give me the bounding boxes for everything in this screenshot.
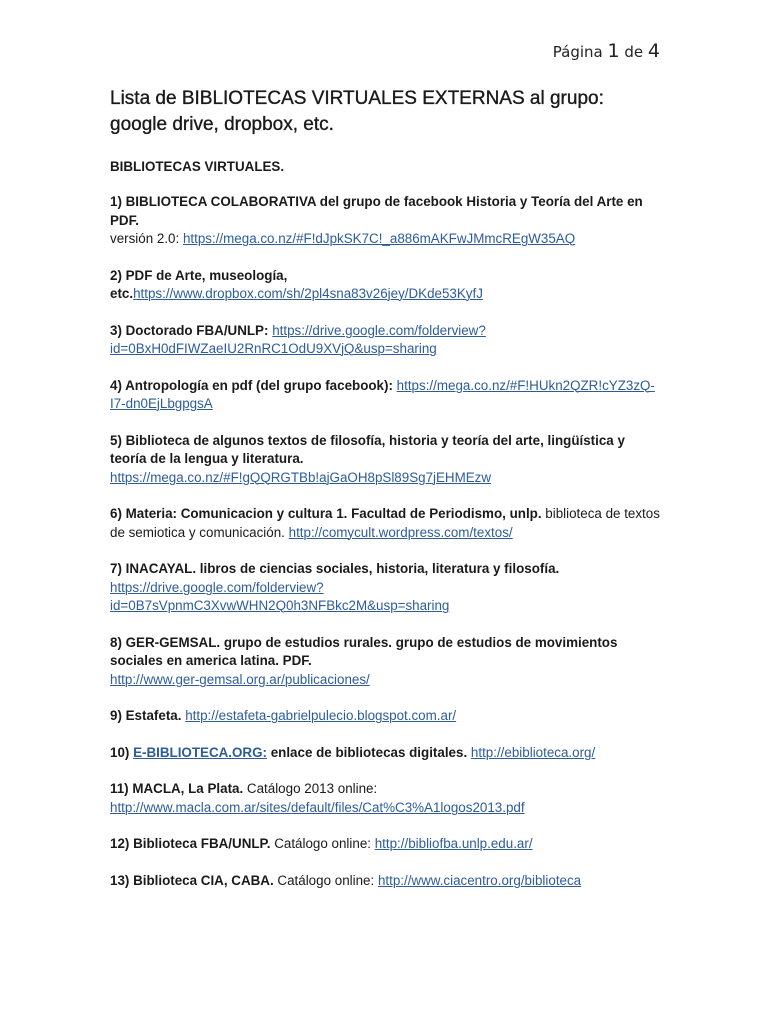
library-entry-9 — [110, 707, 662, 726]
entry-link[interactable]: http://estafeta-gabrielpulecio.blogspot.com.ar/ — [185, 708, 457, 723]
entry-link[interactable]: http://comycult.wordpress.com/textos/ — [288, 524, 513, 540]
entry-heading: 5) Biblioteca de algunos textos de filosofía, historia y teoría del arte, lingüística y teoría de la lengua y literatura. — [110, 432, 625, 466]
entry-link[interactable]: https://drive.google.com/folderview?id=0BxH0dFIWZaeIU2RnRC1OdU9XVjQ&usp=sharing — [110, 322, 486, 356]
library-entry-4 — [110, 377, 662, 414]
entry-text: versión 2.0: — [110, 231, 183, 246]
entry-link[interactable]: http://www.ger-gemsal.org.ar/publicaciones/ — [110, 671, 370, 687]
entry-link[interactable]: http://www.ciacentro.org/biblioteca — [377, 872, 582, 888]
library-entry-12 — [110, 835, 662, 854]
entry-number: 10) — [110, 744, 134, 760]
page-separator: de — [624, 43, 644, 61]
library-entry-13 — [110, 872, 662, 891]
entry-link[interactable]: https://mega.co.nz/#F!dJpkSK7C!_a886mAKFwJMmcREgW35AQ — [182, 231, 576, 246]
total-pages: 4 — [647, 40, 660, 62]
entry-link[interactable]: https://mega.co.nz/#F!gQQRGTBb!ajGaOH8pSl89Sg7jEHMEzw — [110, 469, 492, 485]
library-entry-11 — [110, 780, 662, 817]
ebiblioteca-link[interactable]: E-BIBLIOTECA.ORG: — [133, 744, 267, 760]
entry-link[interactable]: https://mega.co.nz/#F!HUkn2QZR!cYZ3zQ-I7-dn0EjLbgpgsA — [110, 377, 655, 411]
entry-link[interactable]: http://ebiblioteca.org/ — [470, 744, 596, 760]
entry-heading: 11) MACLA, La Plata. — [110, 781, 244, 796]
section-title: BIBLIOTECAS VIRTUALES. — [110, 159, 285, 174]
library-entry-5 — [110, 432, 662, 488]
library-entry-7 — [110, 560, 662, 616]
library-entry-3 — [110, 322, 662, 359]
entry-text: Catálogo online: — [273, 872, 378, 888]
entry-heading: 9) Estafeta. — [110, 708, 182, 723]
entry-heading: 3) Doctorado FBA/UNLP: — [110, 322, 269, 338]
current-page: 1 — [607, 40, 620, 62]
entry-heading: 13) Biblioteca CIA, CABA. — [110, 872, 274, 888]
document-body — [110, 86, 662, 908]
entry-link[interactable]: https://www.dropbox.com/sh/2pl4sna83v26jey/DKde53KyfJ — [133, 286, 483, 301]
library-entry-2 — [110, 267, 662, 304]
entry-link[interactable]: https://drive.google.com/folderview?id=0B7sVpnmC3XvwWHN2Q0h3NFBkc2M&usp=sharing — [110, 579, 450, 613]
library-entry-10 — [110, 744, 662, 763]
entry-heading: 4) Antropología en pdf (del grupo facebook): — [110, 377, 393, 393]
entry-link[interactable]: http://www.macla.com.ar/sites/default/files/Cat%C3%A1logos2013.pdf — [110, 799, 525, 815]
library-entry-1 — [110, 193, 662, 249]
library-entry-6 — [110, 505, 662, 542]
entry-text: Catálogo online: — [270, 836, 375, 851]
library-entry-8 — [110, 634, 662, 690]
entry-heading: 6) Materia: Comunicacion y cultura 1. Facultad de Periodismo, unlp. — [110, 506, 542, 521]
entry-heading: 2) PDF de Arte, museología, etc. — [110, 267, 288, 301]
page-label: Página — [552, 43, 603, 61]
entry-heading: enlace de bibliotecas digitales. — [266, 744, 471, 760]
page-number — [553, 40, 660, 62]
entry-heading: 12) Biblioteca FBA/UNLP. — [110, 836, 271, 851]
entry-heading: 8) GER-GEMSAL. grupo de estudios rurales. grupo de estudios de movimientos sociales en america latina. PDF. — [110, 634, 618, 668]
entry-text: Catálogo 2013 online: — [243, 781, 378, 796]
entry-text: biblioteca de textos de semiotica y comunicación. — [110, 506, 660, 540]
entry-link[interactable]: http://bibliofba.unlp.edu.ar/ — [374, 836, 533, 851]
document-title: Lista de BIBLIOTECAS VIRTUALES EXTERNAS al grupo: google drive, dropbox, etc. — [110, 88, 604, 135]
entry-heading: 1) BIBLIOTECA COLABORATIVA del grupo de facebook Historia y Teoría del Arte en PDF. — [110, 194, 643, 228]
entry-heading: 7) INACAYAL. libros de ciencias sociales, historia, literatura y filosofía. — [110, 561, 560, 576]
